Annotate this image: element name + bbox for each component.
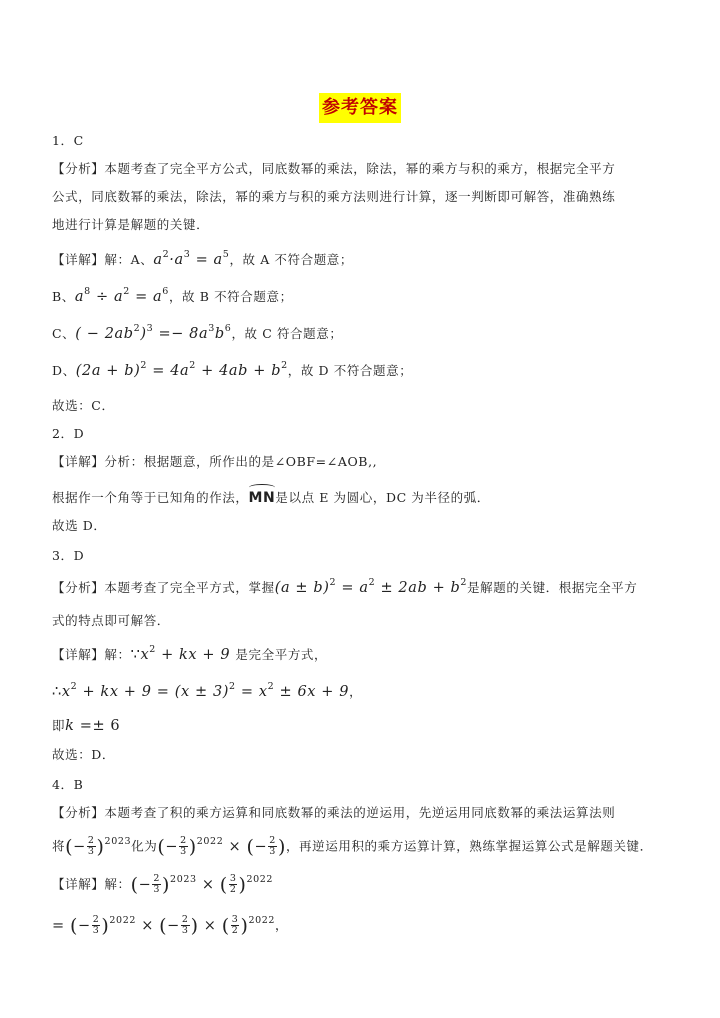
arc-mn-symbol: MN	[248, 490, 276, 506]
answer-1-choice: 故选：C．	[52, 398, 115, 413]
analysis-1-line-1: 【分析】本题考查了完全平方公式，同底数幂的乘法，除法，幂的乘方与积的乘方，根据完全平方	[52, 161, 616, 176]
answer-1-number: 1．C	[52, 133, 84, 148]
detail-1-option-d: D、$(2a + b)^2 = 4a^2 + 4ab + b^2$，故 D 不符合题意；	[52, 360, 413, 379]
answer-2-choice: 故选 D．	[52, 518, 107, 533]
detail-3-line-2: $\therefore x^2$ + kx + $9 = (x \pm 3)^2 = x^2 \pm 6x + 9$，	[52, 681, 363, 700]
answer-4-number: 4．B	[52, 777, 84, 792]
answer-3-number: 3．D	[52, 548, 85, 563]
detail-1-option-b: B、$a^8 \div a^2 = a^6$，故 B 不符合题意；	[52, 286, 293, 305]
analysis-1-line-2: 公式，同底数幂的乘法，除法，幂的乘方与积的乘方法则进行计算，逐一判断即可解答，准确熟练	[52, 189, 616, 204]
detail-4-line-2: = (− $\frac{2}{3}$ )$^{2022}$ × (− $\frac{2}{3}$ ) × ( $\frac{3}{2}$ )$^{2022}$，	[52, 914, 289, 937]
detail-2-line-1: 【详解】分析：根据题意，所作出的是∠OBF=∠AOB,,	[52, 454, 378, 469]
analysis-3-line-2: 式的特点即可解答．	[52, 613, 170, 628]
answer-3-choice: 故选：D．	[52, 747, 116, 762]
detail-4-line-1: 【详解】解：(− $\frac{2}{3}$ )$^{2023}$ × ( $\frac{3}{2}$ )$^{2022}$	[52, 873, 274, 896]
analysis-1-line-3: 地进行计算是解题的关键．	[52, 217, 210, 232]
detail-3-line-3: 即k =± 6	[52, 718, 121, 734]
page-title: 参考答案	[319, 93, 401, 123]
analysis-4-line-1: 【分析】本题考查了积的乘方运算和同底数幂的乘法的逆运用，先逆运用同底数幂的乘法运算法则	[52, 805, 616, 820]
detail-1-option-a: 【详解】解：A、$a^2\cdot a^3 = a^5$，故 A 不符合题意；	[52, 249, 354, 268]
detail-3-line-1: 【详解】解：$\because x^2$ + kx + 9 是完全平方式，	[52, 644, 328, 663]
analysis-4-line-2: 将(− $\frac{2}{3}$ )$^{2023}$化为(− $\frac{2}{3}$ )$^{2022}$ × (− $\frac{2}{3}$ )，再逆运用积的乘方运算计算，熟练掌握运算公式是解题关键．	[52, 835, 653, 858]
detail-1-option-c: C、( − $2ab^2)^3 =- 8a^3b^6$，故 C 符合题意；	[52, 323, 343, 342]
detail-2-line-2: 根据作一个角等于已知角的作法，MN是以点 E 为圆心，DC 为半径的弧．	[52, 490, 490, 506]
analysis-3-line-1: 【分析】本题考查了完全平方式，掌握$(a \pm b)^2 = a^2 \pm 2ab + b^2$是解题的关键．根据完全平方	[52, 577, 638, 596]
answer-2-number: 2．D	[52, 426, 85, 441]
